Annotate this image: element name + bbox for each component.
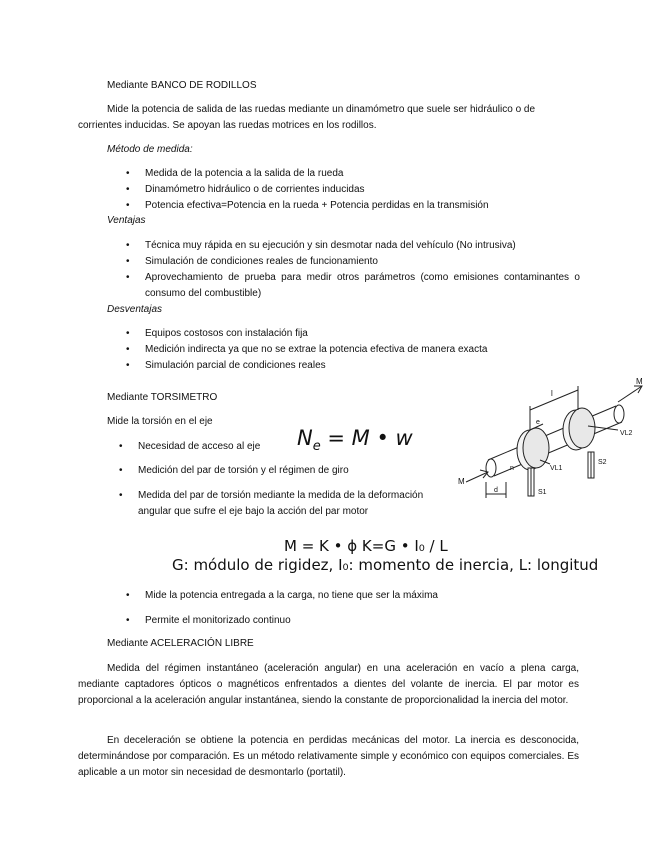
list-item: • Medida de la potencia a la salida de la rueda [126,168,344,179]
formula-torque: M = K • ϕ K=G • I₀ / L [284,537,448,555]
torsimeter-diagram [458,372,648,522]
label-l: l [551,389,553,398]
label-vl1: VL1 [550,465,563,472]
method-label: Método de medida: [107,144,193,155]
bullet-icon: • [126,256,130,267]
torsimetro-intro: Mide la torsión en el eje [107,416,213,427]
list-item: • Medición del par de torsión y el régimen de giro [119,465,349,476]
bullet-icon: • [126,328,130,339]
bullet-icon: • [126,184,130,195]
heading-banco-rodillos: Mediante BANCO DE RODILLOS [107,80,257,91]
bullet-icon: • [126,272,130,283]
heading-aceleracion-libre: Mediante ACELERACIÓN LIBRE [107,638,254,649]
label-m-top: M [636,377,643,386]
list-item: • Aprovechamiento de prueba para medir otros parámetros (como emisiones contaminantes o consumo del combustible) [126,272,580,299]
label-vl2: VL2 [620,430,633,437]
list-item: • Dinamómetro hidráulico o de corrientes inducidas [126,184,365,195]
list-item: • Mide la potencia entregada a la carga, no tiene que ser la máxima [126,590,438,601]
list-item: • Simulación de condiciones reales de funcionamiento [126,256,378,267]
list-item: • Permite el monitorizado continuo [126,615,291,626]
label-n: n [510,465,514,472]
heading-torsimetro: Mediante TORSIMETRO [107,392,218,403]
bullet-icon: • [126,590,130,601]
bullet-icon: • [126,240,130,251]
bullet-icon: • [126,615,130,626]
list-item: • Medición indirecta ya que no se extrae la potencia efectiva de manera exacta [126,344,488,355]
label-s2: S2 [598,459,607,466]
list-item: • Simulación parcial de condiciones reales [126,360,326,371]
bullet-icon: • [119,465,123,476]
formula-power: $N_e = M$ • w [297,426,413,455]
bullet-icon: • [126,344,130,355]
formula-legend: G: módulo de rigidez, I₀: momento de inercia, L: longitud [172,556,599,574]
bullet-icon: • [119,490,123,501]
label-d: d [494,487,498,494]
label-e: e [536,419,540,426]
rodillos-intro-line2: corrientes inducidas. Se apoyan las ruedas motrices en los rodillos. [78,120,377,131]
bullet-icon: • [126,168,130,179]
list-item: • Técnica muy rápida en su ejecución y sin desmotar nada del vehículo (No intrusiva) [126,240,516,251]
list-item: • Necesidad de acceso al eje [119,441,261,452]
list-item: • Equipos costosos con instalación fija [126,328,308,339]
aceleracion-paragraph-1: Medida del régimen instantáneo (aceleración angular) en una aceleración en vacío a plena carga, mediante captadores ópticos o magnéticos enfrentados a dientes del volante de inercia. El par motor es proporcional a la aceleración angular instantánea, siendo la constante de proporcionalidad la inercia del motor. [78,663,579,706]
list-item: • Potencia efectiva=Potencia en la rueda + Potencia perdidas en la transmisión [126,200,489,211]
shaft-drawing [466,386,642,498]
aceleracion-paragraph-2: En deceleración se obtiene la potencia en perdidas mecánicas del motor. La inercia es desconocida, determinándose por comparación. Es un método relativamente simple y económico con equipos comerciales. Es aplicable a un motor sin necesidad de desmontarlo (portatil). [78,735,579,778]
label-m-left: M [458,477,465,486]
desventajas-label: Desventajas [107,304,163,315]
bullet-icon: • [126,360,130,371]
list-item: • Medida del par de torsión mediante la medida de la deformación angular que sufre el eje bajo la acción del par motor [119,490,424,517]
bullet-icon: • [126,200,130,211]
label-s1: S1 [538,489,547,496]
rodillos-intro-line1: Mide la potencia de salida de las ruedas mediante un dinamómetro que suele ser hidráulico o de [107,104,536,115]
bullet-icon: • [119,441,123,452]
ventajas-label: Ventajas [107,215,146,226]
